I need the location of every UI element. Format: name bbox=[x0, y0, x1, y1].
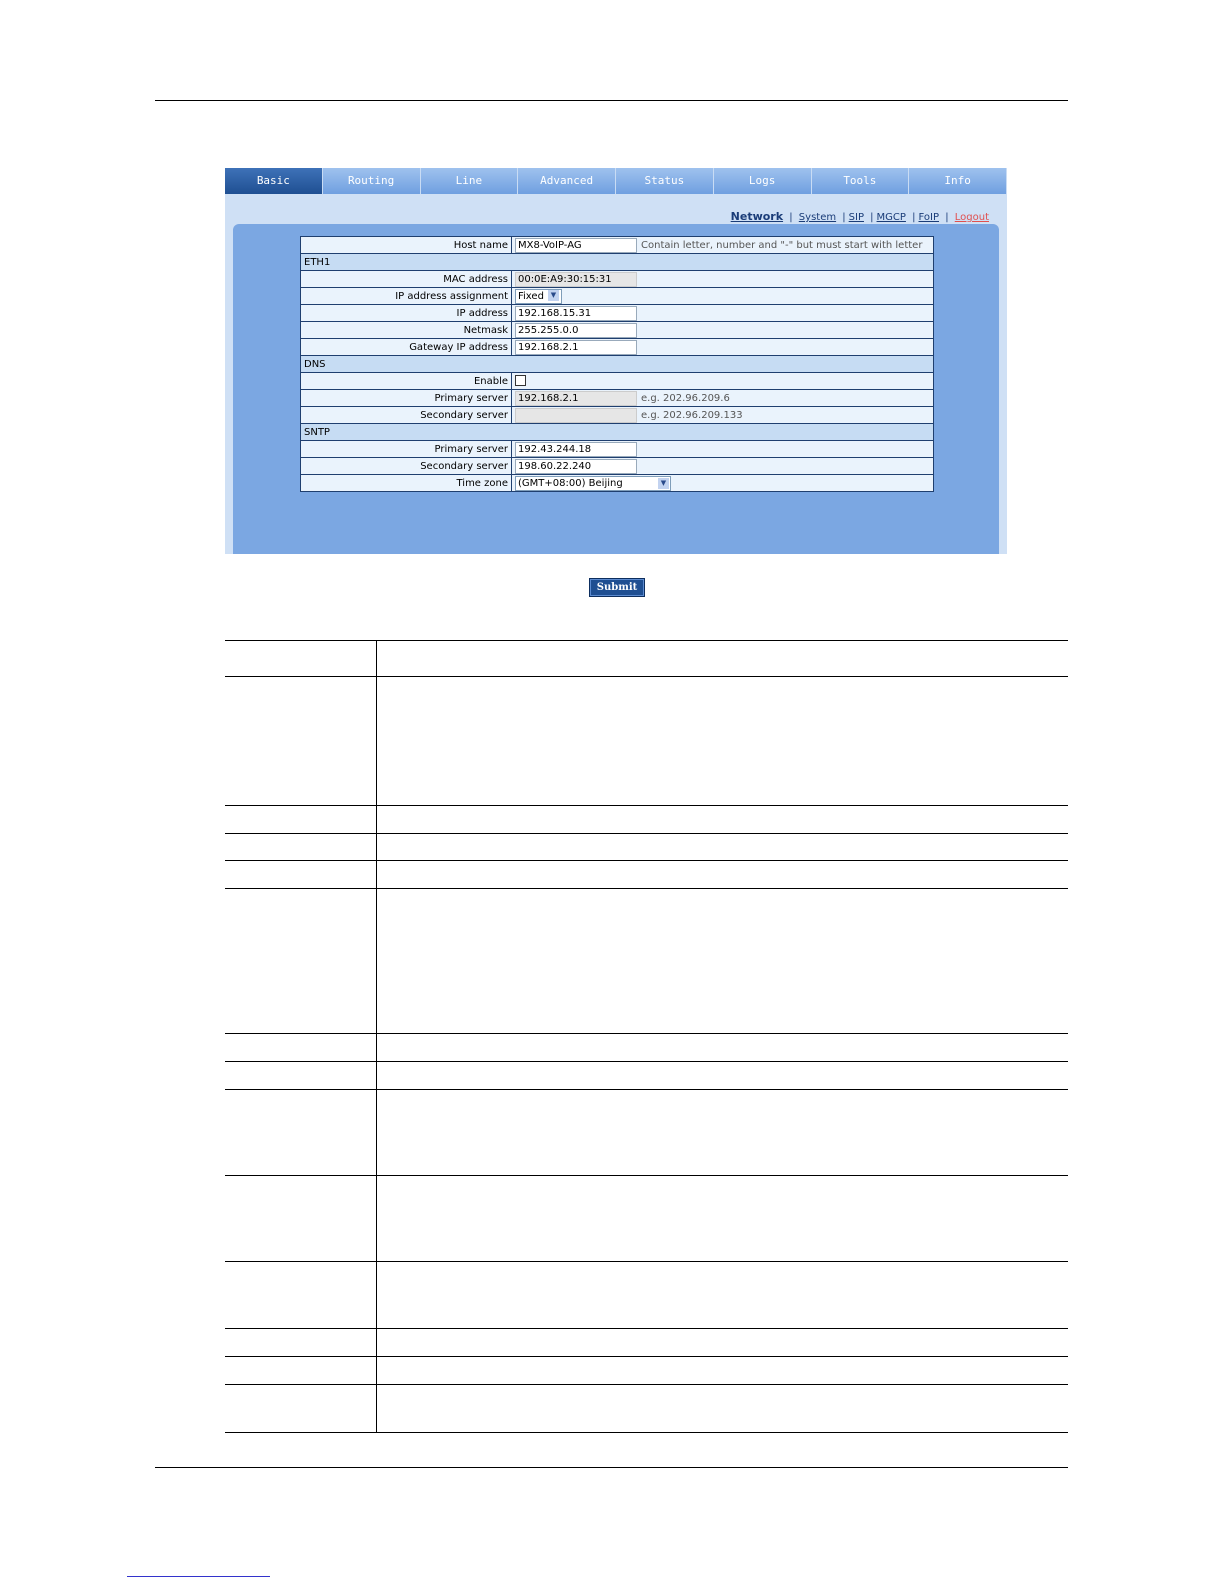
table-rule bbox=[225, 1432, 1068, 1433]
netmask-label: Netmask bbox=[301, 322, 512, 339]
subnav-separator: | bbox=[842, 212, 846, 223]
network-settings-form bbox=[300, 236, 934, 492]
netmask-input[interactable]: 255.255.0.0 bbox=[515, 323, 637, 338]
sub-navigation bbox=[731, 210, 989, 223]
subnav-mgcp[interactable]: MGCP bbox=[876, 212, 906, 223]
dns-secondary-label: Secondary server bbox=[301, 407, 512, 424]
tab-status[interactable]: Status bbox=[616, 168, 714, 194]
section-eth1: ETH1 bbox=[301, 254, 934, 271]
subnav-system[interactable]: System bbox=[798, 212, 837, 223]
ip-assignment-select[interactable] bbox=[515, 289, 562, 304]
host-name-hint: Contain letter, number and "-" but must start with letter bbox=[641, 240, 923, 251]
table-rule bbox=[225, 640, 1068, 641]
table-rule bbox=[225, 1089, 1068, 1090]
subnav-separator: | bbox=[870, 212, 874, 223]
tab-logs[interactable]: Logs bbox=[714, 168, 812, 194]
sntp-primary-input[interactable]: 192.43.244.18 bbox=[515, 442, 637, 457]
section-sntp: SNTP bbox=[301, 424, 934, 441]
chevron-down-icon[interactable]: ▼ bbox=[658, 478, 669, 489]
timezone-label: Time zone bbox=[301, 475, 512, 492]
mac-address-field: 00:0E:A9:30:15:31 bbox=[515, 272, 637, 287]
table-rule bbox=[225, 860, 1068, 861]
tab-basic[interactable]: Basic bbox=[225, 168, 323, 194]
host-name-input[interactable]: MX8-VoIP-AG bbox=[515, 238, 637, 253]
dns-enable-checkbox[interactable] bbox=[515, 375, 526, 386]
sntp-secondary-label: Secondary server bbox=[301, 458, 512, 475]
subnav-network[interactable]: Network bbox=[730, 210, 784, 223]
ip-address-input[interactable]: 192.168.15.31 bbox=[515, 306, 637, 321]
subnav-logout[interactable]: Logout bbox=[954, 212, 989, 223]
table-rule bbox=[225, 1033, 1068, 1034]
table-rule bbox=[225, 888, 1068, 889]
table-rule bbox=[225, 805, 1068, 806]
main-tab-bar bbox=[225, 168, 1007, 194]
mac-address-label: MAC address bbox=[301, 271, 512, 288]
table-rule bbox=[225, 1175, 1068, 1176]
dns-secondary-input[interactable] bbox=[515, 408, 637, 423]
submit-button[interactable]: Submit bbox=[589, 578, 645, 597]
dns-primary-hint: e.g. 202.96.209.6 bbox=[641, 393, 730, 404]
ip-address-label: IP address bbox=[301, 305, 512, 322]
form-row-host-name bbox=[301, 237, 934, 254]
table-rule bbox=[225, 676, 1068, 677]
tab-line[interactable]: Line bbox=[421, 168, 519, 194]
gateway-input[interactable]: 192.168.2.1 bbox=[515, 340, 637, 355]
table-rule bbox=[225, 1061, 1068, 1062]
ip-assignment-value: Fixed bbox=[518, 290, 544, 302]
table-rule bbox=[225, 1328, 1068, 1329]
chevron-down-icon[interactable]: ▼ bbox=[548, 290, 559, 301]
network-settings-panel bbox=[233, 224, 999, 593]
tab-advanced[interactable]: Advanced bbox=[518, 168, 616, 194]
table-rule bbox=[225, 1356, 1068, 1357]
subnav-separator: | bbox=[789, 212, 793, 223]
tab-info[interactable]: Info bbox=[909, 168, 1007, 194]
dns-secondary-hint: e.g. 202.96.209.133 bbox=[641, 410, 743, 421]
timezone-value: (GMT+08:00) Beijing bbox=[518, 477, 623, 489]
tab-routing[interactable]: Routing bbox=[323, 168, 421, 194]
table-column-divider bbox=[376, 640, 377, 1432]
gateway-label: Gateway IP address bbox=[301, 339, 512, 356]
subnav-separator: | bbox=[912, 212, 916, 223]
page-footer-rule bbox=[155, 1467, 1068, 1468]
ip-assignment-label: IP address assignment bbox=[301, 288, 512, 305]
host-name-label: Host name bbox=[301, 237, 512, 254]
sntp-primary-label: Primary server bbox=[301, 441, 512, 458]
subnav-sip[interactable]: SIP bbox=[848, 212, 864, 223]
subnav-separator: | bbox=[945, 212, 949, 223]
dns-primary-label: Primary server bbox=[301, 390, 512, 407]
timezone-select[interactable] bbox=[515, 476, 671, 491]
page-header-rule bbox=[155, 100, 1068, 101]
dns-enable-label: Enable bbox=[301, 373, 512, 390]
tab-tools[interactable]: Tools bbox=[812, 168, 910, 194]
table-rule bbox=[225, 1384, 1068, 1385]
dns-primary-input[interactable]: 192.168.2.1 bbox=[515, 391, 637, 406]
web-admin-screenshot bbox=[225, 168, 1007, 593]
sntp-secondary-input[interactable]: 198.60.22.240 bbox=[515, 459, 637, 474]
table-rule bbox=[225, 833, 1068, 834]
footer-link-underline bbox=[127, 1576, 270, 1577]
subnav-foip[interactable]: FoIP bbox=[918, 212, 939, 223]
section-dns: DNS bbox=[301, 356, 934, 373]
table-rule bbox=[225, 1261, 1068, 1262]
